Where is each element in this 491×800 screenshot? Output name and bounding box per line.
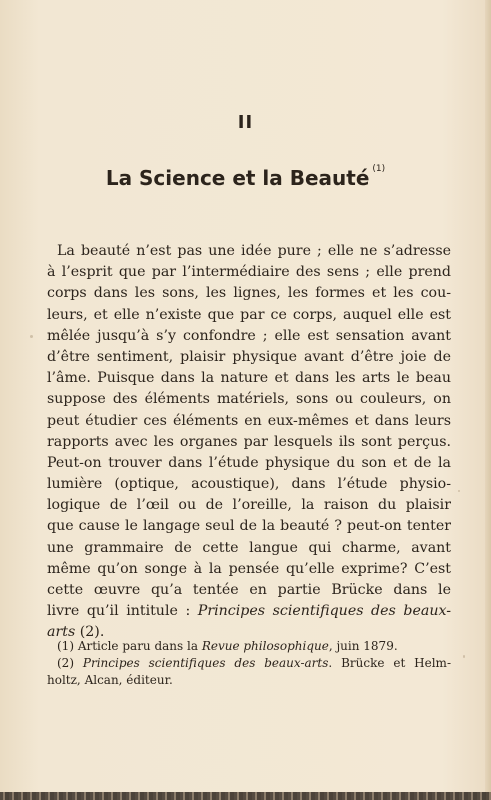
chapter-title-text: La Science et la Beauté [105, 166, 370, 190]
body-line: même qu’on songe à la pensée qu’elle exprime? C’est [47, 560, 451, 577]
chapter-title [0, 166, 491, 190]
footnote-1 [47, 638, 451, 655]
footnote-1-number: (1) [57, 639, 74, 653]
paper-speck [30, 335, 33, 338]
chapter-title-footnote-mark: (1) [372, 164, 386, 174]
body-line: lumière (optique, acoustique), dans l’étude physio- [47, 476, 451, 493]
body-line-text: livre qu’il intitule : [47, 603, 198, 620]
body-line: leurs, et elle n’existe que par ce corps, auquel elle est [47, 306, 451, 323]
footnote-2-authors: . Brücke et Helm- [328, 656, 451, 670]
body-line: que cause le langage seul de la beauté ? peut-on tenter [47, 518, 451, 535]
footnote-2-continuation: holtz, Alcan, éditeur. [47, 673, 173, 687]
body-line: corps dans les sons, les lignes, les formes et les cou- [47, 285, 451, 302]
footnote-reference: (2). [75, 624, 105, 641]
body-line-book-title [47, 601, 451, 622]
body-line: l’âme. Puisque dans la nature et dans les arts le beau [47, 370, 451, 387]
book-title-italic-end: arts [47, 624, 76, 641]
body-line: Peut-on trouver dans l’étude physique du son et de la [47, 454, 451, 471]
footnote-2-title: Principes scientifiques des beaux-arts [74, 656, 329, 670]
body-line: peut étudier ces éléments en eux-mêmes et dans leurs [47, 412, 451, 429]
footnote-1-date: , juin 1879. [328, 639, 398, 653]
footnote-2-number: (2) [57, 656, 74, 670]
body-line: une grammaire de cette langue qui charme, avant [47, 539, 451, 556]
footnotes [47, 638, 451, 689]
scan-bottom-edge [0, 792, 491, 800]
body-line: logique de l’œil ou de l’oreille, la raison du plaisir [47, 497, 451, 514]
body-line: mêlée jusqu’à s’y confondre ; elle est sensation avant [47, 327, 451, 344]
book-title-italic: Principes scientifiques des beaux- [197, 603, 451, 620]
body-line: suppose des éléments matériels, sons ou couleurs, on [47, 391, 451, 408]
body-line: d’être sentiment, plaisir physique avant d’être joie de [47, 348, 451, 365]
body-paragraph [47, 241, 451, 644]
body-line: à l’esprit que par l’intermédiaire des sens ; elle prend [47, 264, 451, 281]
body-line: rapports avec les organes par lesquels ils sont perçus. [47, 433, 451, 450]
chapter-number: II [237, 112, 254, 133]
footnote-1-text: Article paru dans la [74, 639, 202, 653]
body-line: La beauté n’est pas une idée pure ; elle ne s’adresse [57, 243, 451, 259]
paper-speck [458, 490, 460, 492]
body-line: cette œuvre qu’a tentée en partie Brücke dans le [47, 582, 451, 598]
footnote-2 [47, 655, 451, 672]
footnote-1-journal: Revue philosophique [201, 639, 329, 653]
paper-speck [463, 655, 465, 658]
